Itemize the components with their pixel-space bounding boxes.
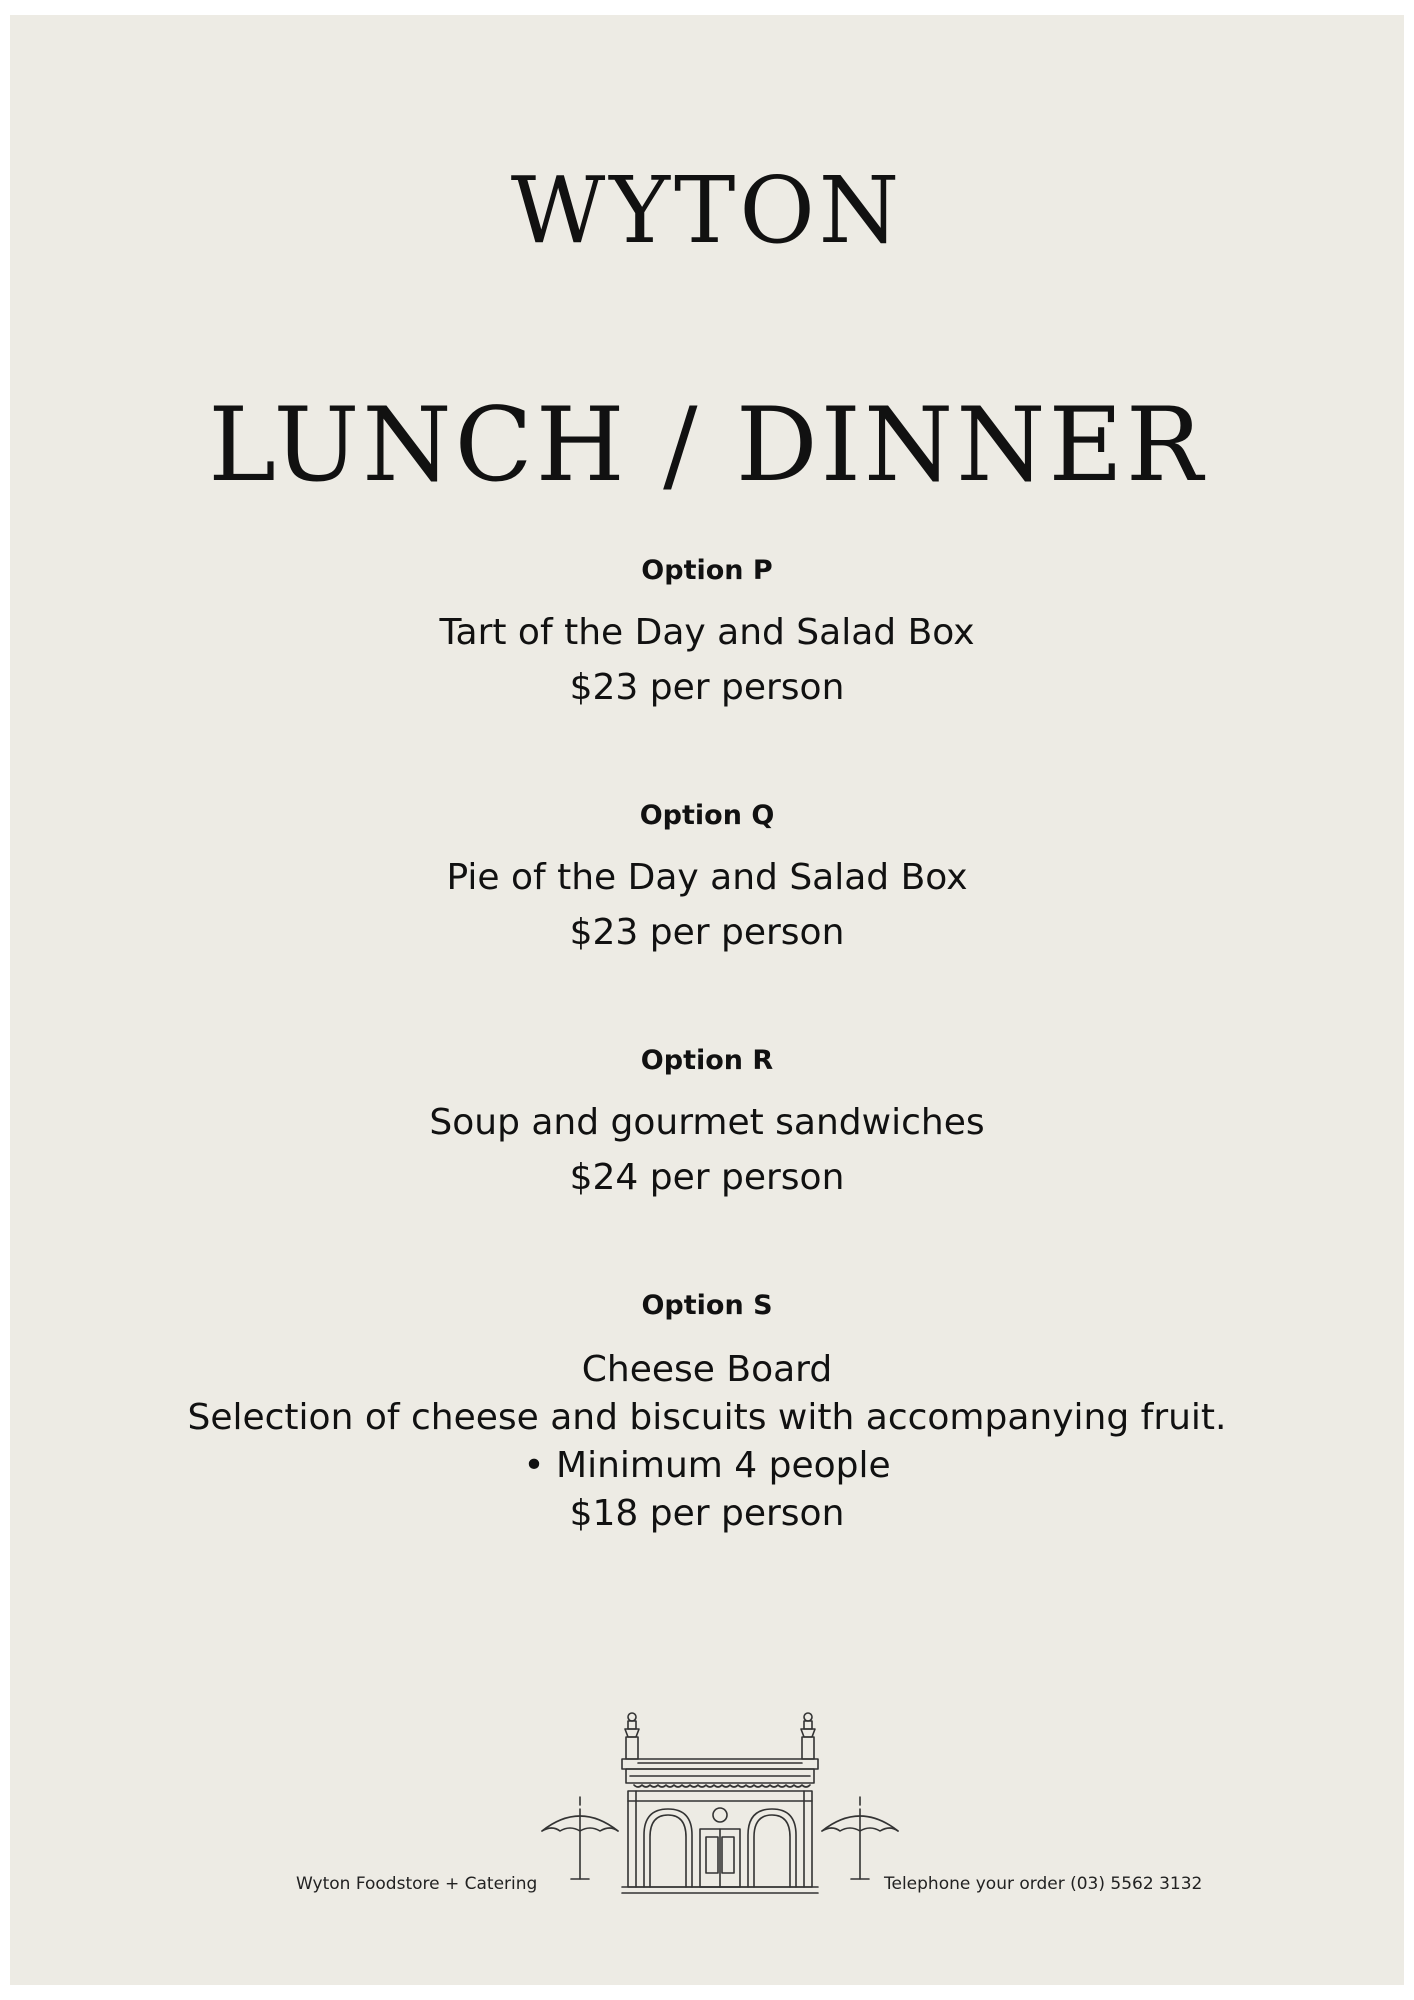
umbrella-icon xyxy=(822,1797,898,1879)
option-description: Pie of the Day and Salad Box xyxy=(446,857,968,899)
menu-page xyxy=(10,15,1404,1985)
brand-logo: WYTON xyxy=(510,157,904,264)
option-label: Option Q xyxy=(639,800,775,831)
option-price: $24 per person xyxy=(569,1157,845,1199)
storefront-illustration-icon xyxy=(530,1705,910,1905)
option-price: $23 per person xyxy=(569,912,845,954)
option-title: Cheese Board xyxy=(581,1349,833,1391)
umbrella-icon xyxy=(542,1797,618,1879)
option-note: • Minimum 4 people xyxy=(523,1445,891,1487)
footer-company: Wyton Foodstore + Catering xyxy=(296,1874,538,1894)
option-r xyxy=(10,1045,1404,1205)
option-price: $18 per person xyxy=(569,1493,845,1535)
option-label: Option P xyxy=(641,555,773,586)
option-description: Soup and gourmet sandwiches xyxy=(429,1102,985,1144)
option-s xyxy=(10,1290,1404,1538)
menu-heading: LUNCH / DINNER xyxy=(208,386,1206,505)
option-label: Option R xyxy=(640,1045,774,1076)
option-price: $23 per person xyxy=(569,667,845,709)
option-p xyxy=(10,555,1404,715)
option-description: Selection of cheese and biscuits with accompanying fruit. xyxy=(187,1397,1227,1439)
option-label: Option S xyxy=(641,1290,773,1321)
option-description: Tart of the Day and Salad Box xyxy=(439,612,975,654)
footer-phone: Telephone your order (03) 5562 3132 xyxy=(884,1874,1203,1894)
option-q xyxy=(10,800,1404,960)
